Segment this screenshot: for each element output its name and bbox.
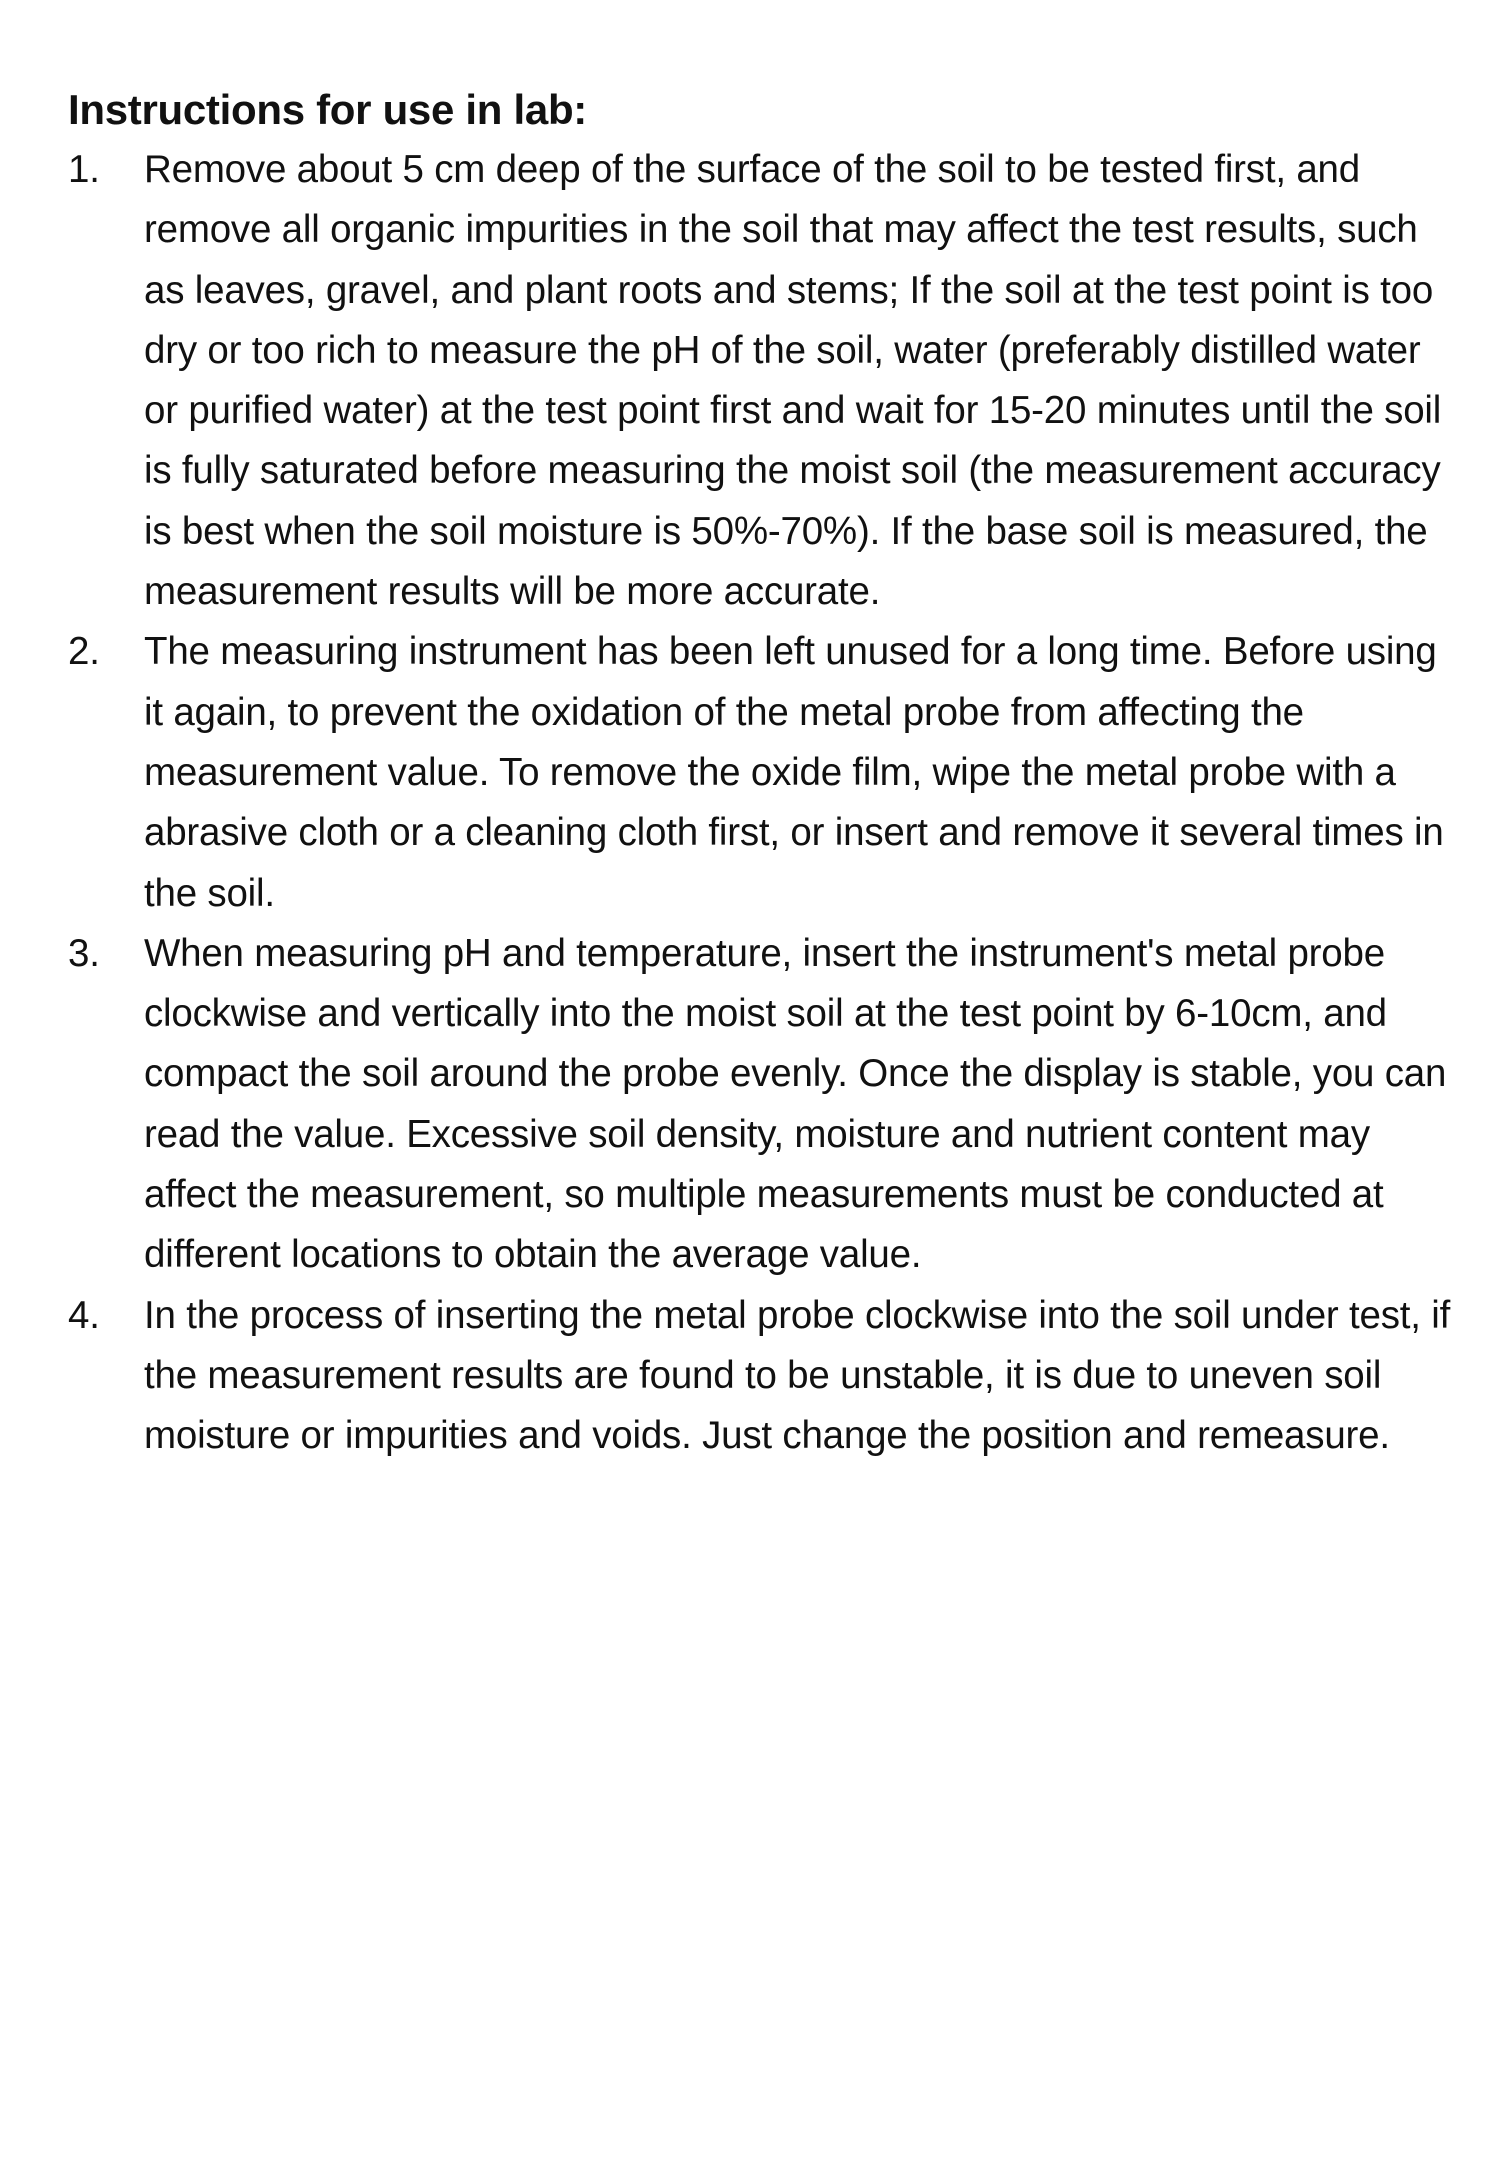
step-text: The measuring instrument has been left unused for a long time. Before using it again, to prevent the oxidation of the metal probe from affecting the measurement value. To remove the oxide film, wipe the metal probe with a abrasive cloth or a cleaning cloth first, or insert and remove it several times in the soil.: [144, 630, 1444, 915]
step-number: 4.: [68, 1293, 100, 1337]
instruction-list: [68, 140, 1458, 1467]
list-item-step-3: [68, 924, 1458, 1286]
instruction-page: [68, 80, 1458, 1467]
list-item-step-4: [68, 1286, 1458, 1467]
step-number: 3.: [68, 931, 100, 975]
step-number: 1.: [68, 148, 100, 191]
step-number: 2.: [68, 630, 100, 674]
step-text: In the process of inserting the metal probe clockwise into the soil under test, if the measurement results are found to be unstable, it is due to uneven soil moisture or impurities and voids. Just change the position and remeasure.: [144, 1293, 1451, 1458]
list-item-step-1: [68, 140, 1458, 622]
step-text: When measuring pH and temperature, insert the instrument's metal probe clockwise and vertically into the moist soil at the test point by 6-10cm, and compact the soil around the probe evenly. Once the display is stable, you can read the value. Excessive soil density, moisture and nutrient content may affect the measurement, so multiple measurements must be conducted at different locations to obtain the average value.: [144, 931, 1447, 1277]
step-text: Remove about 5 cm deep of the surface of the soil to be tested first, and remove all organic impurities in the soil that may affect the test results, such as leaves, gravel, and plant roots and stems; If the soil at the test point is too dry or too rich to measure the pH of the soil, water (preferably distilled water or purified water) at the test point first and wait for 15-20 minutes until the soil is fully saturated before measuring the moist soil (the measurement accuracy is best when the soil moisture is 50%-70%). If the base soil is measured, the measurement results will be more accurate.: [144, 148, 1442, 614]
list-item-step-2: [68, 622, 1458, 923]
page-title: Instructions for use in lab:: [68, 86, 587, 133]
